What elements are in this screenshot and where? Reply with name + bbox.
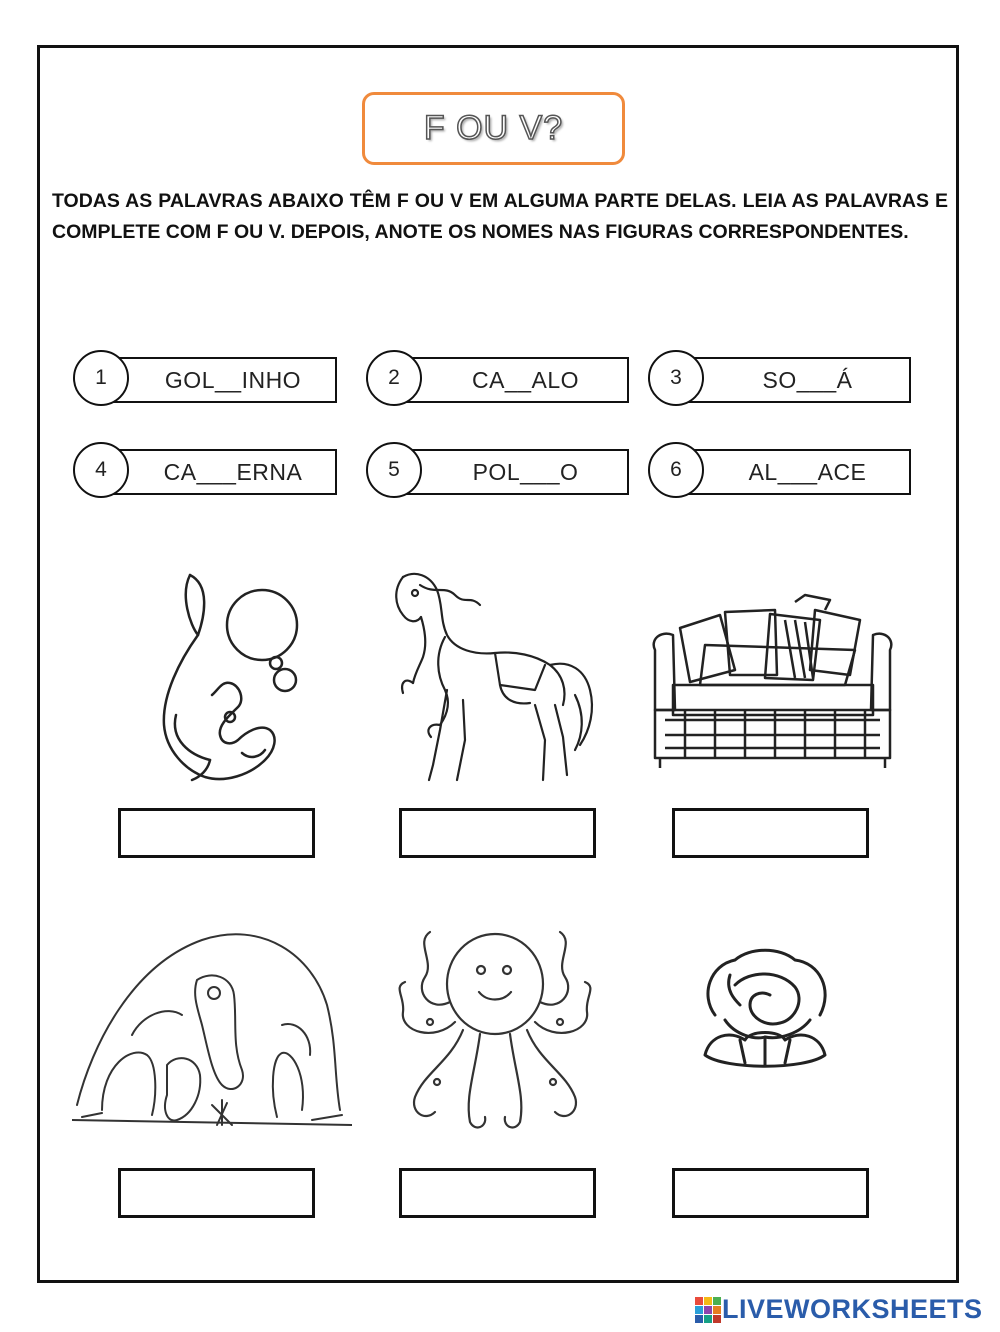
word-number: 4	[73, 442, 129, 498]
word-text: AL___ACE	[748, 458, 867, 485]
word-number: 1	[73, 350, 129, 406]
answer-box-1[interactable]	[118, 808, 315, 858]
answer-box-4[interactable]	[118, 1168, 315, 1218]
title-box	[362, 92, 625, 165]
answer-box-3[interactable]	[672, 808, 869, 858]
cave-icon	[72, 925, 352, 1135]
word-text: GOL__INHO	[164, 366, 302, 393]
brand-name: LIVEWORKSHEETS	[722, 1294, 983, 1324]
answer-box-5[interactable]	[399, 1168, 596, 1218]
word-item-2	[366, 350, 629, 410]
word-text: CA___ERNA	[163, 458, 303, 485]
word-text: POL___O	[472, 458, 579, 485]
word-number: 3	[648, 350, 704, 406]
word-number: 5	[366, 442, 422, 498]
answer-box-2[interactable]	[399, 808, 596, 858]
word-item-3	[648, 350, 911, 410]
liveworksheets-logo	[694, 1294, 983, 1325]
word-item-4	[73, 442, 337, 502]
page-title: F OU V?	[423, 109, 564, 147]
word-item-6	[648, 442, 911, 502]
word-text: SO___Á	[762, 366, 853, 393]
word-number: 2	[366, 350, 422, 406]
dolphin-icon	[150, 565, 305, 790]
horse-icon	[385, 565, 600, 790]
word-number: 6	[648, 442, 704, 498]
sofa-icon	[645, 590, 900, 775]
lettuce-icon	[695, 945, 835, 1075]
octopus-icon	[395, 922, 595, 1132]
answer-box-6[interactable]	[672, 1168, 869, 1218]
word-item-5	[366, 442, 629, 502]
word-text: CA__ALO	[471, 366, 580, 393]
instructions-text: TODAS AS PALAVRAS ABAIXO TÊM F OU V EM ALGUMA PARTE DELAS. LEIA AS PALAVRAS E COMPLETE COM F OU V. DEPOIS, ANOTE OS NOMES NAS FIGURAS CORRESPONDENTES.	[52, 190, 948, 243]
liveworksheets-logo-icon	[694, 1295, 722, 1325]
word-item-1	[73, 350, 337, 410]
